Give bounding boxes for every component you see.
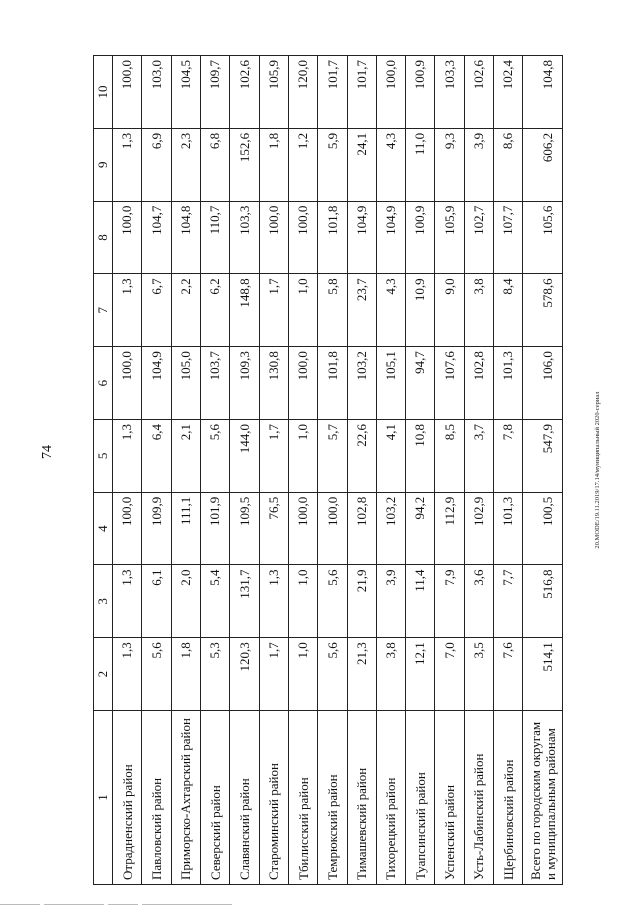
table-cell: 1,3 (259, 565, 288, 638)
table-cell: 1,8 (171, 638, 200, 711)
table-cell: 4,3 (376, 274, 405, 347)
table-cell: 103,7 (200, 347, 229, 420)
column-header: 1 (94, 711, 113, 885)
row-label: Отрадненский район (113, 711, 142, 885)
table-cell: 1,0 (288, 565, 317, 638)
table-cell: 6,2 (200, 274, 229, 347)
table-cell: 94,7 (406, 347, 435, 420)
table-cell: 112,9 (435, 492, 464, 565)
table-cell: 2,1 (171, 419, 200, 492)
table-cell: 10,8 (406, 419, 435, 492)
table-cell: 120,3 (230, 638, 259, 711)
table-cell: 148,8 (230, 274, 259, 347)
table-cell: 101,8 (318, 347, 347, 420)
table-cell: 9,0 (435, 274, 464, 347)
table-cell: 106,0 (523, 347, 563, 420)
table-cell: 100,0 (113, 492, 142, 565)
table-cell: 76,5 (259, 492, 288, 565)
statistics-table (93, 55, 563, 885)
table-row (523, 56, 563, 885)
table-cell: 1,2 (288, 128, 317, 201)
row-label: Приморско-Ахтарский район (171, 711, 200, 885)
table-cell: 120,0 (288, 56, 317, 129)
page-number: 74 (40, 445, 55, 459)
table-cell: 130,8 (259, 347, 288, 420)
table-cell: 21,3 (347, 638, 376, 711)
table-row (288, 56, 317, 885)
table-cell: 5,6 (200, 419, 229, 492)
scan-artifact-marks (0, 895, 300, 901)
table-cell: 104,7 (142, 201, 171, 274)
table-row (113, 56, 142, 885)
column-header: 9 (94, 128, 113, 201)
table-cell: 5,6 (142, 638, 171, 711)
table-cell: 7,7 (494, 565, 523, 638)
table-row (347, 56, 376, 885)
table-cell: 3,9 (376, 565, 405, 638)
table-cell: 131,7 (230, 565, 259, 638)
table-cell: 100,5 (523, 492, 563, 565)
table-cell: 12,1 (406, 638, 435, 711)
table-cell: 6,8 (200, 128, 229, 201)
table-cell: 8,4 (494, 274, 523, 347)
table-cell: 101,7 (318, 56, 347, 129)
table-cell: 5,9 (318, 128, 347, 201)
table-cell: 109,7 (200, 56, 229, 129)
row-label: Тихорецкий район (376, 711, 405, 885)
header-row (94, 56, 113, 885)
table-cell: 5,7 (318, 419, 347, 492)
table-cell: 103,3 (435, 56, 464, 129)
table-cell: 1,7 (259, 419, 288, 492)
table-cell: 1,3 (113, 274, 142, 347)
table-cell: 109,3 (230, 347, 259, 420)
table-cell: 103,2 (347, 347, 376, 420)
table-cell: 547,9 (523, 419, 563, 492)
table-cell: 109,9 (142, 492, 171, 565)
table-cell: 101,9 (200, 492, 229, 565)
table-cell: 1,3 (113, 419, 142, 492)
column-header: 2 (94, 638, 113, 711)
table-cell: 100,9 (406, 56, 435, 129)
table-cell: 7,6 (494, 638, 523, 711)
table-cell: 105,9 (259, 56, 288, 129)
table-cell: 103,2 (376, 492, 405, 565)
table-cell: 7,8 (494, 419, 523, 492)
table-row (376, 56, 405, 885)
row-label: Староминский район (259, 711, 288, 885)
table-cell: 21,9 (347, 565, 376, 638)
row-label: Усть-Лабинский район (464, 711, 493, 885)
table-cell: 111,1 (171, 492, 200, 565)
table-cell: 5,3 (200, 638, 229, 711)
table-cell: 100,0 (113, 201, 142, 274)
table-row (259, 56, 288, 885)
data-table-rotated (93, 55, 563, 885)
table-cell: 1,3 (113, 128, 142, 201)
row-label: Тбилисский район (288, 711, 317, 885)
table-row (142, 56, 171, 885)
table-cell: 101,3 (494, 347, 523, 420)
table-cell: 3,6 (464, 565, 493, 638)
table-cell: 105,6 (523, 201, 563, 274)
table-cell: 23,7 (347, 274, 376, 347)
table-cell: 152,6 (230, 128, 259, 201)
row-label: Успенский район (435, 711, 464, 885)
row-label: Темрюкский район (318, 711, 347, 885)
table-cell: 105,9 (435, 201, 464, 274)
table-body (113, 56, 563, 885)
column-header: 5 (94, 419, 113, 492)
table-row (200, 56, 229, 885)
row-label: Щербиновский район (494, 711, 523, 885)
table-cell: 104,9 (347, 201, 376, 274)
table-cell: 3,8 (376, 638, 405, 711)
row-label: Павловский район (142, 711, 171, 885)
column-header: 3 (94, 565, 113, 638)
table-cell: 107,6 (435, 347, 464, 420)
column-header: 10 (94, 56, 113, 129)
table-cell: 103,0 (142, 56, 171, 129)
table-cell: 104,9 (376, 201, 405, 274)
row-label: Славянский район (230, 711, 259, 885)
table-cell: 100,0 (113, 56, 142, 129)
table-cell: 6,1 (142, 565, 171, 638)
column-header: 7 (94, 274, 113, 347)
table-cell: 8,5 (435, 419, 464, 492)
table-cell: 102,6 (464, 56, 493, 129)
table-cell: 1,0 (288, 419, 317, 492)
table-cell: 100,0 (288, 347, 317, 420)
table-cell: 104,9 (142, 347, 171, 420)
table-cell: 3,9 (464, 128, 493, 201)
table-cell: 7,9 (435, 565, 464, 638)
table-cell: 94,2 (406, 492, 435, 565)
table-cell: 144,0 (230, 419, 259, 492)
table-cell: 101,8 (318, 201, 347, 274)
table-cell: 3,7 (464, 419, 493, 492)
table-row (171, 56, 200, 885)
table-cell: 100,0 (376, 56, 405, 129)
table-row (318, 56, 347, 885)
column-header: 4 (94, 492, 113, 565)
table-cell: 109,5 (230, 492, 259, 565)
table-cell: 100,0 (259, 201, 288, 274)
table-cell: 6,9 (142, 128, 171, 201)
table-cell: 578,6 (523, 274, 563, 347)
table-row (230, 56, 259, 885)
table-cell: 1,3 (113, 565, 142, 638)
table-cell: 104,8 (523, 56, 563, 129)
row-label: Туапсинский район (406, 711, 435, 885)
table-cell: 100,0 (318, 492, 347, 565)
table-cell: 2,3 (171, 128, 200, 201)
column-header: 8 (94, 201, 113, 274)
table-cell: 606,2 (523, 128, 563, 201)
table-cell: 104,8 (171, 201, 200, 274)
table-cell: 6,7 (142, 274, 171, 347)
table-cell: 101,3 (494, 492, 523, 565)
table-cell: 3,5 (464, 638, 493, 711)
column-header: 6 (94, 347, 113, 420)
table-cell: 22,6 (347, 419, 376, 492)
table-cell: 6,4 (142, 419, 171, 492)
table-cell: 100,0 (288, 492, 317, 565)
table-cell: 100,0 (113, 347, 142, 420)
table-cell: 10,9 (406, 274, 435, 347)
table-cell: 2,2 (171, 274, 200, 347)
table-cell: 102,8 (464, 347, 493, 420)
table-cell: 9,3 (435, 128, 464, 201)
table-cell: 4,3 (376, 128, 405, 201)
table-cell: 110,7 (200, 201, 229, 274)
table-cell: 102,9 (464, 492, 493, 565)
table-cell: 516,8 (523, 565, 563, 638)
table-cell: 1,3 (113, 638, 142, 711)
table-cell: 100,9 (406, 201, 435, 274)
table-row (406, 56, 435, 885)
row-label: Северский район (200, 711, 229, 885)
row-label: Тимашевский район (347, 711, 376, 885)
table-cell: 1,7 (259, 638, 288, 711)
table-cell: 105,0 (171, 347, 200, 420)
row-label: Всего по городским округам и муниципальным районам (523, 711, 563, 885)
table-cell: 5,6 (318, 565, 347, 638)
table-cell: 101,7 (347, 56, 376, 129)
table-cell: 24,1 (347, 128, 376, 201)
table-cell: 4,1 (376, 419, 405, 492)
table-cell: 1,0 (288, 274, 317, 347)
table-cell: 1,7 (259, 274, 288, 347)
table-cell: 2,0 (171, 565, 200, 638)
table-cell: 102,7 (464, 201, 493, 274)
table-cell: 5,4 (200, 565, 229, 638)
table-cell: 11,0 (406, 128, 435, 201)
table-cell: 103,3 (230, 201, 259, 274)
table-cell: 3,8 (464, 274, 493, 347)
table-cell: 5,6 (318, 638, 347, 711)
table-cell: 514,1 (523, 638, 563, 711)
table-cell: 102,8 (347, 492, 376, 565)
table-cell: 100,0 (288, 201, 317, 274)
table-cell: 1,0 (288, 638, 317, 711)
table-cell: 102,6 (230, 56, 259, 129)
table-cell: 7,0 (435, 638, 464, 711)
table-cell: 1,8 (259, 128, 288, 201)
table-cell: 11,4 (406, 565, 435, 638)
table-row (435, 56, 464, 885)
table-cell: 105,1 (376, 347, 405, 420)
table-cell: 107,7 (494, 201, 523, 274)
table-cell: 5,8 (318, 274, 347, 347)
table-cell: 102,4 (494, 56, 523, 129)
document-footer-code: 20.MODE/19.11.2019/17.14/муниципальный 2020-сериал (594, 391, 601, 549)
table-row (464, 56, 493, 885)
table-cell: 104,5 (171, 56, 200, 129)
table-row (494, 56, 523, 885)
table-cell: 8,6 (494, 128, 523, 201)
